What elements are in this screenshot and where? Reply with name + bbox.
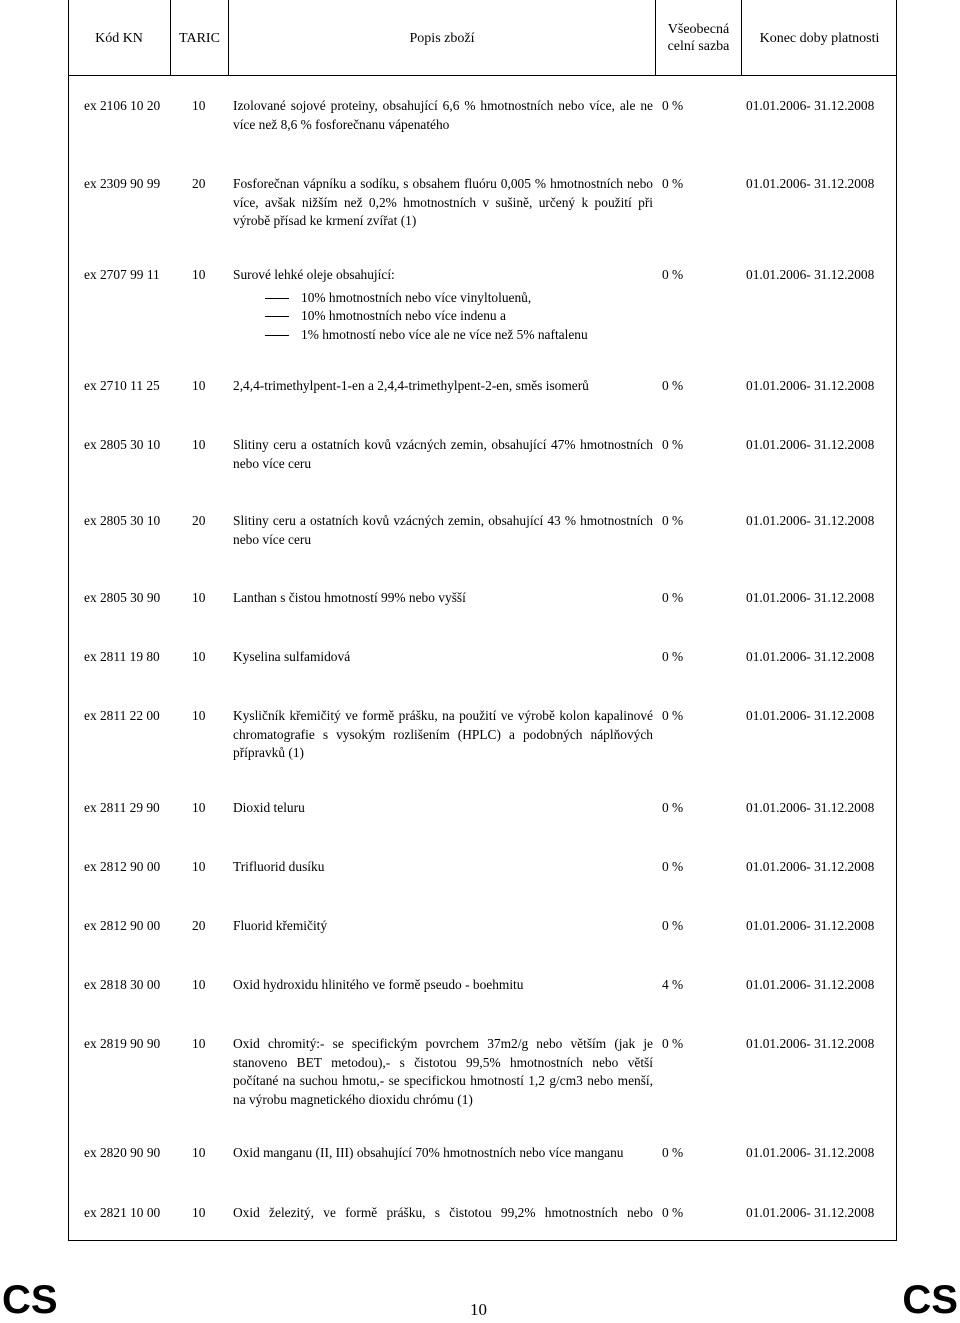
cell-rate: 0 %	[662, 708, 684, 723]
cell-taric: 10	[192, 590, 206, 605]
cell-desc: Fosforečnan vápníku a sodíku, s obsahem fluóru 0,005 % hmotnostních nebo více, avšak nižším než 0,2% hmotnostních v sušině, určený k použití při výrobě přísad ke krmení zvířat (1)	[233, 176, 653, 228]
cell-desc: Kyselina sulfamidová	[233, 649, 351, 664]
cell-desc: Oxid chromitý:- se specifickým povrchem 37m2/g nebo větším (jak je stanoveno BET metodou),- s čistotou 99,5% hmotnostních nebo větší počítané na suchou hmotu,- se specifickou hmotností 1,2 g/cm3 nebo menší, na výrobu magnetického dioxidu chrómu (1)	[233, 1036, 653, 1107]
dash-marker	[265, 298, 289, 299]
cell-desc: Slitiny ceru a ostatních kovů vzácných zemin, obsahující 47% hmotnostních nebo více ceru	[233, 437, 653, 471]
cell-taric: 10	[192, 859, 206, 874]
cell-period: 01.01.2006- 31.12.2008	[746, 176, 875, 191]
header-popis: Popis zboží	[229, 0, 656, 76]
cell-kn: ex 2811 22 00	[84, 708, 160, 723]
cell-taric: 20	[192, 513, 206, 528]
cell-desc: Slitiny ceru a ostatních kovů vzácných zemin, obsahující 43 % hmotnostních nebo více ceru	[233, 513, 653, 547]
sub-item	[233, 307, 653, 326]
cell-desc: Oxid manganu (II, III) obsahující 70% hmotnostních nebo více manganu	[233, 1145, 624, 1160]
cell-kn: ex 2805 30 10	[84, 513, 161, 528]
cell-kn: ex 2819 90 90	[84, 1036, 161, 1051]
cell-desc: Oxid hydroxidu hlinitého ve formě pseudo - boehmitu	[233, 977, 524, 992]
cell-rate: 0 %	[662, 859, 684, 874]
cell-taric: 10	[192, 649, 206, 664]
cell-desc: Fluorid křemičitý	[233, 918, 328, 933]
cell-rate: 0 %	[662, 267, 684, 282]
cell-period: 01.01.2006- 31.12.2008	[746, 378, 875, 393]
cell-rate: 4 %	[662, 977, 684, 992]
cell-rate: 0 %	[662, 378, 684, 393]
cell-kn: ex 2106 10 20	[84, 98, 161, 113]
cell-kn: ex 2707 99 11	[84, 267, 160, 282]
cell-period: 01.01.2006- 31.12.2008	[746, 1205, 875, 1220]
cell-period: 01.01.2006- 31.12.2008	[746, 513, 875, 528]
cell-taric: 10	[192, 708, 206, 723]
cell-rate: 0 %	[662, 98, 684, 113]
cell-rate: 0 %	[662, 800, 684, 815]
cell-taric: 10	[192, 977, 206, 992]
cell-taric: 10	[192, 267, 206, 282]
cell-desc: Dioxid teluru	[233, 800, 305, 815]
cell-taric: 20	[192, 176, 206, 191]
cell-taric: 10	[192, 800, 206, 815]
sub-item	[233, 326, 653, 345]
header-sazba-line2: celní sazba	[667, 39, 730, 54]
cell-kn: ex 2811 29 90	[84, 800, 160, 815]
cell-period: 01.01.2006- 31.12.2008	[746, 649, 875, 664]
cell-kn: ex 2309 90 99	[84, 176, 161, 191]
header-sazba	[656, 0, 742, 76]
cell-period: 01.01.2006- 31.12.2008	[746, 859, 875, 874]
cell-rate: 0 %	[662, 513, 684, 528]
cell-desc	[233, 266, 653, 344]
header-konec: Konec doby platnosti	[759, 30, 880, 46]
sub-item-text: 1% hmotností nebo více ale ne více než 5% naftalenu	[301, 326, 588, 342]
dash-marker	[265, 316, 289, 317]
cell-period: 01.01.2006- 31.12.2008	[746, 918, 875, 933]
cell-desc: Kysličník křemičitý ve formě prášku, na použití ve výrobě kolon kapalinové chromatografie s vysokým rozlišením (HPLC) a podobných náplňových přípravků (1)	[233, 708, 653, 760]
cell-kn: ex 2820 90 90	[84, 1145, 161, 1160]
cell-kn: ex 2805 30 90	[84, 590, 161, 605]
cell-rate: 0 %	[662, 590, 684, 605]
cell-rate: 0 %	[662, 1205, 684, 1220]
cell-taric: 10	[192, 378, 206, 393]
header-kod-kn: Kód KN	[68, 0, 171, 76]
cell-rate: 0 %	[662, 649, 684, 664]
footer-language-right: CS	[902, 1278, 958, 1322]
cell-period: 01.01.2006- 31.12.2008	[746, 800, 875, 815]
sub-item	[233, 289, 653, 308]
page-number: 10	[470, 1300, 487, 1319]
cell-period: 01.01.2006- 31.12.2008	[746, 590, 875, 605]
cell-rate: 0 %	[662, 1036, 684, 1051]
cell-rate: 0 %	[662, 918, 684, 933]
cell-period: 01.01.2006- 31.12.2008	[746, 708, 875, 723]
footer-language-left: CS	[2, 1278, 58, 1322]
cell-kn: ex 2812 90 00	[84, 859, 161, 874]
sub-item-text: 10% hmotnostních nebo více indenu a	[301, 308, 506, 323]
cell-desc: Oxid železitý, ve formě prášku, s čistotou 99,2% hmotnostních nebo	[233, 1205, 653, 1220]
cell-kn: ex 2710 11 25	[84, 378, 160, 393]
cell-desc: Trifluorid dusíku	[233, 859, 325, 874]
cell-kn: ex 2811 19 80	[84, 649, 160, 664]
cell-period: 01.01.2006- 31.12.2008	[746, 1036, 875, 1051]
cell-taric: 10	[192, 1036, 206, 1051]
table-header	[68, 0, 897, 76]
cell-period: 01.01.2006- 31.12.2008	[746, 437, 875, 452]
cell-kn: ex 2805 30 10	[84, 437, 161, 452]
cell-rate: 0 %	[662, 437, 684, 452]
header-taric: TARIC	[171, 0, 229, 76]
cell-kn: ex 2821 10 00	[84, 1205, 161, 1220]
cell-taric: 20	[192, 918, 206, 933]
cell-desc-main: Surové lehké oleje obsahující:	[233, 267, 395, 282]
cell-period: 01.01.2006- 31.12.2008	[746, 267, 875, 282]
cell-period: 01.01.2006- 31.12.2008	[746, 98, 875, 113]
cell-period: 01.01.2006- 31.12.2008	[746, 977, 875, 992]
cell-taric: 10	[192, 1145, 206, 1160]
cell-desc: Izolované sojové proteiny, obsahující 6,6 % hmotnostních nebo více, ale ne více než 8,6 % fosforečnanu vápenatého	[233, 98, 653, 132]
cell-rate: 0 %	[662, 176, 684, 191]
sub-item-text: 10% hmotnostních nebo více vinyltoluenů,	[301, 289, 532, 305]
cell-desc: 2,4,4-trimethylpent-1-en a 2,4,4-trimethylpent-2-en, směs isomerů	[233, 378, 589, 393]
cell-kn: ex 2818 30 00	[84, 977, 161, 992]
cell-taric: 10	[192, 437, 206, 452]
cell-desc: Lanthan s čistou hmotností 99% nebo vyšší	[233, 590, 466, 605]
cell-rate: 0 %	[662, 1145, 684, 1160]
cell-taric: 10	[192, 98, 206, 113]
cell-kn: ex 2812 90 00	[84, 918, 161, 933]
cell-period: 01.01.2006- 31.12.2008	[746, 1145, 875, 1160]
cell-taric: 10	[192, 1205, 206, 1220]
header-sazba-line1: Všeobecná	[667, 22, 730, 37]
dash-marker	[265, 335, 289, 336]
